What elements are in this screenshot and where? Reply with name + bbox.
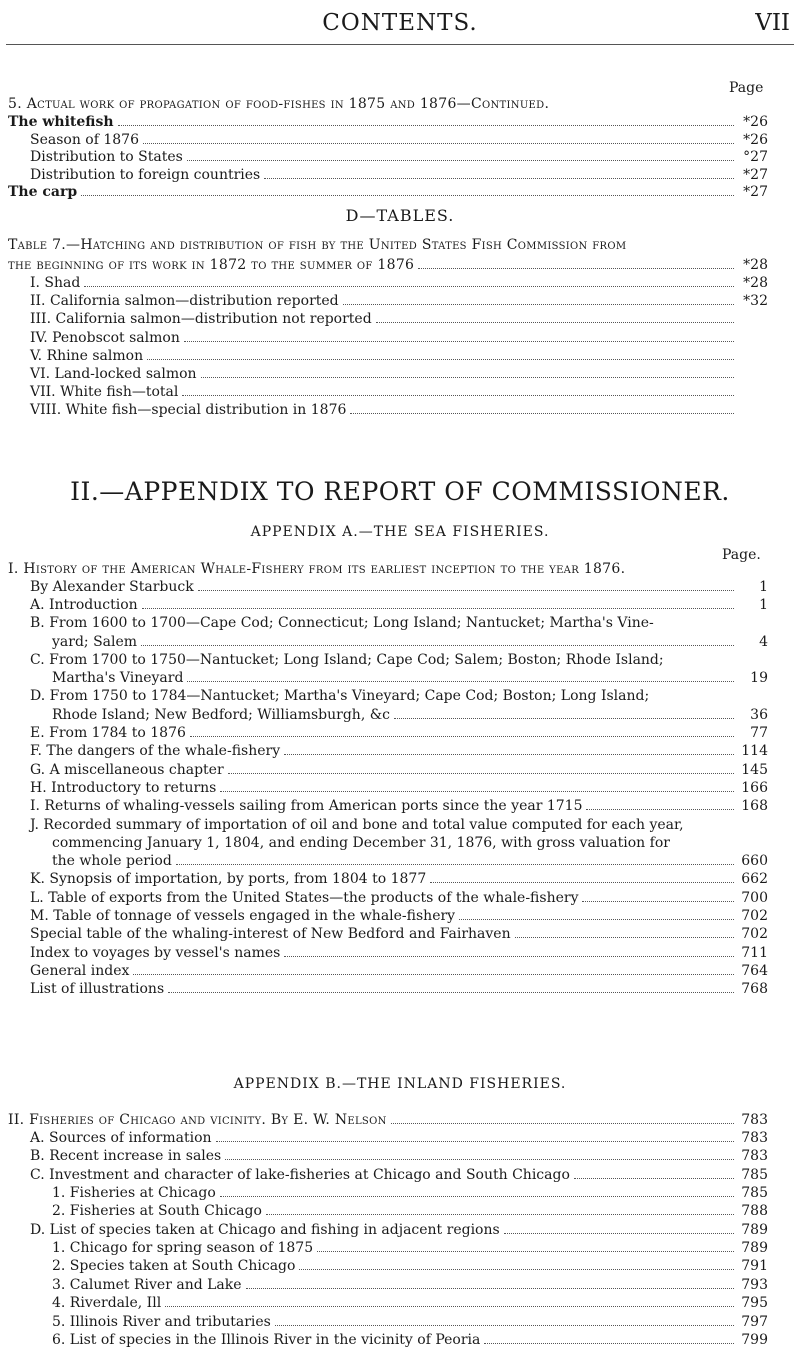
- appendix-a-item-page: 768: [741, 981, 768, 997]
- appendix-b-item: [52, 1295, 768, 1311]
- appendix-b-item: [52, 1203, 768, 1219]
- appendix-a-item-label: H. Introductory to returns: [30, 780, 217, 796]
- dot-leader: [141, 645, 734, 646]
- appendix-b-item-page: 799: [741, 1332, 768, 1348]
- tables-item: [30, 330, 768, 346]
- dot-leader: [459, 919, 734, 920]
- dot-leader: [264, 178, 734, 179]
- appendix-b-item-label: 2. Species taken at South Chicago: [52, 1258, 296, 1274]
- appendix-a-item: [30, 871, 768, 887]
- appendix-a-item-label: the whole period: [52, 853, 172, 869]
- dot-leader: [376, 322, 734, 323]
- appendix-b-item-label: 3. Calumet River and Lake: [52, 1277, 242, 1293]
- appendix-a-item-label: I. Returns of whaling-vessels sailing from American ports since the year 1715: [30, 798, 583, 814]
- dot-leader: [184, 341, 734, 342]
- dot-leader: [343, 304, 734, 305]
- appendix-a-author-entry: [30, 579, 768, 595]
- tables-item-page: *28: [743, 275, 768, 291]
- dot-leader: [284, 754, 734, 755]
- appendix-b-item-label: 1. Fisheries at Chicago: [52, 1185, 216, 1201]
- dot-leader: [182, 395, 734, 396]
- appendix-a-item: [52, 670, 768, 686]
- appendix-a-item-label: General index: [30, 963, 130, 979]
- appendix-a-item-page: 168: [741, 798, 768, 814]
- appendix-a-item-label: List of illustrations: [30, 981, 165, 997]
- appendix-a-item-page: 166: [741, 780, 768, 796]
- appendix-a-item-label: A. Introduction: [30, 597, 138, 613]
- running-head: [0, 4, 800, 54]
- appendix-b-item-page: 783: [741, 1148, 768, 1164]
- appendix-b-item-label: D. List of species taken at Chicago and fishing in adjacent regions: [30, 1222, 500, 1238]
- dot-leader: [394, 718, 734, 719]
- appendix-b-heading: APPENDIX B.—THE INLAND FISHERIES.: [233, 1076, 567, 1092]
- appendix-a-item-line: J. Recorded summary of importation of oil and bone and total value computed for each year,: [30, 817, 684, 833]
- appendix-b-main-entry: [8, 1112, 768, 1128]
- tables-item: [30, 293, 768, 309]
- dot-leader: [187, 160, 734, 161]
- appendix-b-item-page: 791: [741, 1258, 768, 1274]
- dot-leader: [168, 992, 734, 993]
- section5-item: [8, 114, 768, 130]
- dot-leader: [81, 195, 734, 196]
- section5-item: [30, 167, 768, 183]
- appendix-a-item: [30, 945, 768, 961]
- appendix-b-item-page: 783: [741, 1130, 768, 1146]
- appendix-a-item-label: Special table of the whaling-interest of New Bedford and Fairhaven: [30, 926, 511, 942]
- appendix-a-item-page: 4: [759, 634, 768, 650]
- appendix-title: II.—APPENDIX TO REPORT OF COMMISSIONER.: [70, 477, 730, 506]
- appendix-a-item-label: F. The dangers of the whale-fishery: [30, 743, 281, 759]
- tables-item-label: III. California salmon—distribution not reported: [30, 311, 372, 327]
- appendix-a-item-page: 702: [741, 908, 768, 924]
- section5-item-page: *26: [743, 132, 768, 148]
- section5-item-page: *27: [743, 167, 768, 183]
- appendix-b-main-page: 783: [741, 1112, 768, 1128]
- header-rule: [6, 44, 794, 45]
- dot-leader: [299, 1269, 734, 1270]
- appendix-b-item-page: 785: [741, 1185, 768, 1201]
- dot-leader: [187, 681, 734, 682]
- section5-item-label: The carp: [8, 184, 78, 200]
- appendix-a-item-label: yard; Salem: [52, 634, 138, 650]
- dot-leader: [165, 1306, 734, 1307]
- appendix-a-item-line: commencing January 1, 1804, and ending December 31, 1876, with gross valuation for: [52, 835, 670, 851]
- section5-item-page: *26: [743, 114, 768, 130]
- section5-heading: 5. Actual work of propagation of food-fishes in 1875 and 1876—Continued.: [8, 96, 550, 112]
- dot-leader: [220, 791, 734, 792]
- appendix-b-item-label: B. Recent increase in sales: [30, 1148, 222, 1164]
- section5-item-label: Distribution to foreign countries: [30, 167, 261, 183]
- section5-item: [8, 184, 768, 200]
- appendix-b-item-label: C. Investment and character of lake-fisheries at Chicago and South Chicago: [30, 1167, 570, 1183]
- appendix-a-item-label: K. Synopsis of importation, by ports, from 1804 to 1877: [30, 871, 427, 887]
- dot-leader: [350, 413, 734, 414]
- appendix-b-item: [30, 1148, 768, 1164]
- appendix-b-main-label: II. Fisheries of Chicago and vicinity. By E. W. Nelson: [8, 1112, 387, 1128]
- tables-heading: D—TABLES.: [345, 206, 455, 225]
- appendix-a-author: By Alexander Starbuck: [30, 579, 194, 595]
- dot-leader: [201, 377, 734, 378]
- dot-leader: [246, 1288, 734, 1289]
- appendix-a-item-label: Rhode Island; New Bedford; Williamsburgh, &c: [52, 707, 391, 723]
- appendix-b-item: [52, 1185, 768, 1201]
- appendix-b-item-page: 795: [741, 1295, 768, 1311]
- section5-item-label: The whitefish: [8, 114, 114, 130]
- dot-leader: [574, 1178, 734, 1179]
- appendix-a-item: [30, 597, 768, 613]
- appendix-a-item-page: 702: [741, 926, 768, 942]
- appendix-a-item-page: 77: [750, 725, 768, 741]
- appendix-b-item: [30, 1222, 768, 1238]
- appendix-a-item: [30, 780, 768, 796]
- appendix-a-item-label: L. Table of exports from the United States—the products of the whale-fishery: [30, 890, 579, 906]
- page-column-label: Page: [729, 80, 764, 96]
- appendix-a-author-page: 1: [759, 579, 768, 595]
- appendix-a-item-line: C. From 1700 to 1750—Nantucket; Long Island; Cape Cod; Salem; Boston; Rhode Island;: [30, 652, 664, 668]
- appendix-a-item-label: Martha's Vineyard: [52, 670, 184, 686]
- appendix-a-item: [30, 890, 768, 906]
- tables-main-page: *28: [743, 257, 768, 273]
- tables-item: [30, 366, 768, 382]
- tables-main-line2: the beginning of its work in 1872 to the summer of 1876: [8, 257, 415, 273]
- section5-item-label: Season of 1876: [30, 132, 139, 148]
- appendix-b-item-page: 788: [741, 1203, 768, 1219]
- dot-leader: [118, 125, 734, 126]
- appendix-b-item-label: A. Sources of information: [30, 1130, 212, 1146]
- appendix-b-item: [52, 1332, 768, 1348]
- appendix-b-item-label: 4. Riverdale, Ill: [52, 1295, 162, 1311]
- section5-item-page: *27: [743, 184, 768, 200]
- appendix-a-item: [52, 707, 768, 723]
- section5-item-page: °27: [743, 149, 768, 165]
- tables-item-label: V. Rhine salmon: [30, 348, 144, 364]
- running-page-number: VII: [755, 10, 790, 36]
- appendix-a-item: [30, 926, 768, 942]
- tables-item: [30, 348, 768, 364]
- appendix-b-item-page: 789: [741, 1222, 768, 1238]
- dot-leader: [275, 1325, 734, 1326]
- appendix-a-item-page: 660: [741, 853, 768, 869]
- running-title: CONTENTS.: [322, 10, 478, 36]
- appendix-a-item-label: M. Table of tonnage of vessels engaged in the whale-fishery: [30, 908, 456, 924]
- appendix-a-item-page: 711: [741, 945, 768, 961]
- dot-leader: [504, 1233, 734, 1234]
- appendix-b-item-label: 6. List of species in the Illinois River in the vicinity of Peoria: [52, 1332, 481, 1348]
- appendix-a-item-page: 700: [741, 890, 768, 906]
- appendix-b-item-page: 789: [741, 1240, 768, 1256]
- appendix-b-item-page: 785: [741, 1167, 768, 1183]
- tables-main-entry: [8, 257, 768, 273]
- appendix-b-item: [30, 1167, 768, 1183]
- appendix-a-item: [30, 798, 768, 814]
- dot-leader: [198, 590, 734, 591]
- appendix-a-item-label: G. A miscellaneous chapter: [30, 762, 224, 778]
- dot-leader: [582, 901, 734, 902]
- dot-leader: [484, 1343, 734, 1344]
- appendix-a-item-page: 764: [741, 963, 768, 979]
- dot-leader: [190, 736, 734, 737]
- dot-leader: [176, 864, 734, 865]
- appendix-b-item: [52, 1314, 768, 1330]
- appendix-a-item-line: D. From 1750 to 1784—Nantucket; Martha's Vineyard; Cape Cod; Boston; Long Island;: [30, 688, 650, 704]
- dot-leader: [284, 956, 734, 957]
- tables-item-label: VII. White fish—total: [30, 384, 179, 400]
- tables-item: [30, 402, 768, 418]
- dot-leader: [84, 286, 734, 287]
- appendix-a-item-page: 114: [741, 743, 768, 759]
- section5-item: [30, 149, 768, 165]
- tables-item-page: *32: [743, 293, 768, 309]
- section5-item: [30, 132, 768, 148]
- dot-leader: [220, 1196, 734, 1197]
- appendix-b-item-page: 793: [741, 1277, 768, 1293]
- tables-item: [30, 275, 768, 291]
- appendix-a-item-page: 662: [741, 871, 768, 887]
- dot-leader: [418, 268, 734, 269]
- dot-leader: [317, 1251, 734, 1252]
- appendix-a-item: [52, 853, 768, 869]
- section5-item-label: Distribution to States: [30, 149, 183, 165]
- appendix-a-item-page: 1: [759, 597, 768, 613]
- appendix-a-main-line: I. History of the American Whale-Fishery from its earliest inception to the year 1876.: [8, 561, 626, 577]
- appendix-b-item-label: 2. Fisheries at South Chicago: [52, 1203, 262, 1219]
- appendix-a-page-label: Page.: [722, 547, 761, 563]
- appendix-a-heading: APPENDIX A.—THE SEA FISHERIES.: [250, 524, 550, 540]
- dot-leader: [430, 882, 734, 883]
- tables-item: [30, 311, 768, 327]
- appendix-a-item: [52, 634, 768, 650]
- appendix-a-item-page: 36: [750, 707, 768, 723]
- tables-item-label: VIII. White fish—special distribution in 1876: [30, 402, 347, 418]
- dot-leader: [515, 937, 734, 938]
- appendix-a-item: [30, 743, 768, 759]
- tables-item-label: I. Shad: [30, 275, 81, 291]
- tables-item: [30, 384, 768, 400]
- appendix-b-item-page: 797: [741, 1314, 768, 1330]
- tables-item-label: IV. Penobscot salmon: [30, 330, 180, 346]
- appendix-a-item: [30, 981, 768, 997]
- dot-leader: [225, 1159, 734, 1160]
- appendix-a-item: [30, 762, 768, 778]
- appendix-a-item-label: E. From 1784 to 1876: [30, 725, 186, 741]
- appendix-b-item-label: 5. Illinois River and tributaries: [52, 1314, 271, 1330]
- dot-leader: [586, 809, 734, 810]
- dot-leader: [133, 974, 734, 975]
- appendix-a-item: [30, 963, 768, 979]
- dot-leader: [391, 1123, 734, 1124]
- dot-leader: [142, 608, 734, 609]
- dot-leader: [143, 143, 734, 144]
- appendix-b-item: [52, 1258, 768, 1274]
- dot-leader: [147, 359, 734, 360]
- appendix-a-item-page: 145: [741, 762, 768, 778]
- tables-main-line1: Table 7.—Hatching and distribution of fish by the United States Fish Commission from: [8, 237, 627, 253]
- appendix-b-item: [30, 1130, 768, 1146]
- appendix-a-item-page: 19: [750, 670, 768, 686]
- appendix-a-item: [30, 908, 768, 924]
- appendix-b-item: [52, 1240, 768, 1256]
- tables-item-label: VI. Land-locked salmon: [30, 366, 197, 382]
- appendix-b-item-label: 1. Chicago for spring season of 1875: [52, 1240, 314, 1256]
- dot-leader: [228, 773, 734, 774]
- dot-leader: [266, 1214, 734, 1215]
- appendix-a-item-label: Index to voyages by vessel's names: [30, 945, 281, 961]
- appendix-a-item: [30, 725, 768, 741]
- appendix-a-item-line: B. From 1600 to 1700—Cape Cod; Connecticut; Long Island; Nantucket; Martha's Vine-: [30, 615, 654, 631]
- dot-leader: [216, 1141, 734, 1142]
- appendix-b-item: [52, 1277, 768, 1293]
- tables-item-label: II. California salmon—distribution reported: [30, 293, 339, 309]
